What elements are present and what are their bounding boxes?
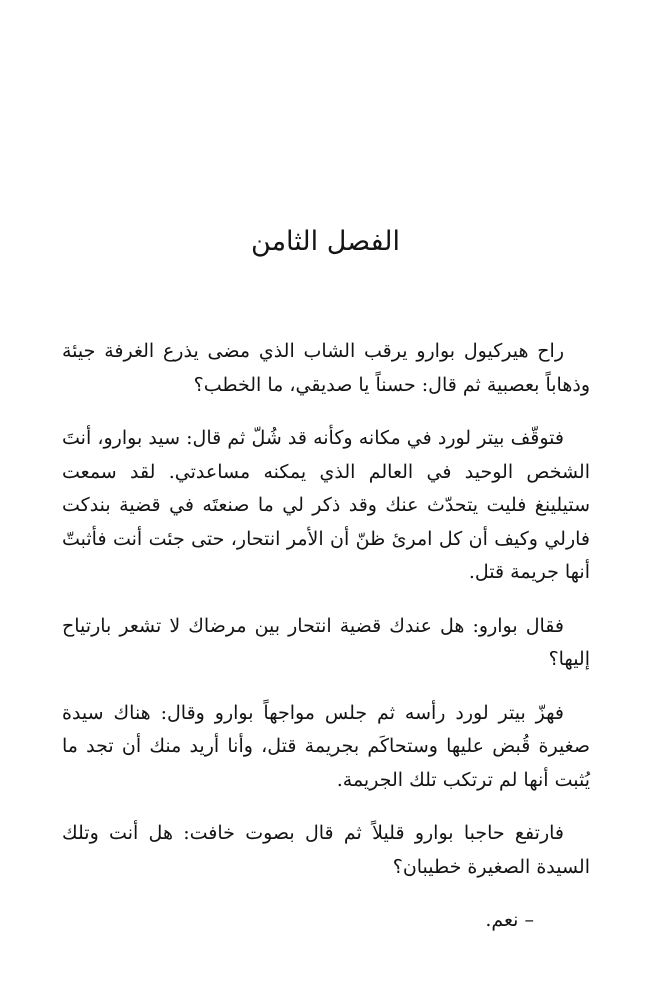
paragraph-5: فارتفع حاجبا بوارو قليلاً ثم قال بصوت خافت: هل أنت وتلك السيدة الصغيرة خطيبان؟ bbox=[62, 822, 590, 878]
paragraph-3: فقال بوارو: هل عندك قضية انتحار بين مرضاك لا تشعر بارتياح إليها؟ bbox=[62, 614, 590, 670]
paragraph-1: راح هيركيول بوارو يرقب الشاب الذي مضى يذرع الغرفة جيئة وذهاباً بعصبية ثم قال: حسناً يا صديقي، ما الخطب؟ bbox=[62, 340, 590, 396]
chapter-body bbox=[62, 335, 590, 958]
paragraph-4: فهزّ بيتر لورد رأسه ثم جلس مواجهاً بوارو وقال: هناك سيدة صغيرة قُبض عليها وستحاكَم بجريمة قتل، وأنا أريد منك أن تجد ما يُثبت أنها لم ترتكب تلك الجريمة. bbox=[62, 701, 590, 791]
paragraph-2: فتوقّف بيتر لورد في مكانه وكأنه قد شُلّ ثم قال: سيد بوارو، أنتَ الشخص الوحيد في العالم الذي يمكنه مساعدتي. لقد سمعت ستيلينغ فليت يتحدّث عنك وقد ذكر لي ما صنعتَه في قضية بندكت فارلي وكيف أن كل امرئ ظنّ أن الأمر انتحار، حتى جئت أنت فأثبتّ أنها جريمة قتل. bbox=[62, 427, 590, 583]
paragraph-6: – نعم. bbox=[485, 909, 534, 931]
chapter-title: الفصل الثامن bbox=[251, 226, 400, 257]
